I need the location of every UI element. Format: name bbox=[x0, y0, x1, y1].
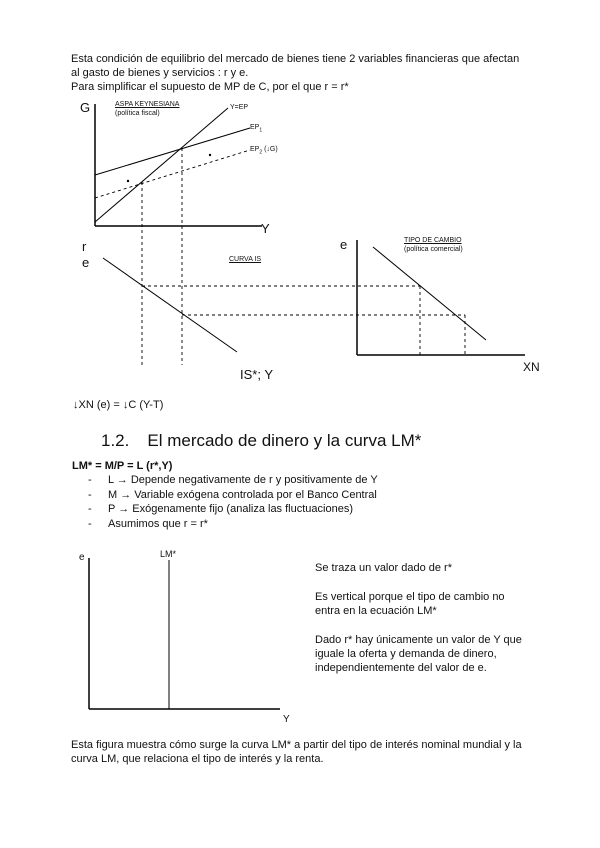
axis-label-y: Y bbox=[261, 221, 270, 236]
note-3-line-1: Dado r* hay únicamente un valor de Y que bbox=[315, 634, 522, 646]
axis-label-e: e bbox=[82, 255, 90, 270]
xn-c-equation: ↓XN (e) = ↓C (Y-T) bbox=[73, 399, 164, 411]
line-y-ep bbox=[95, 108, 228, 222]
curva-is-label: CURVA IS bbox=[229, 256, 262, 263]
list-item: - L → Depende negativamente de r y positivamente de Y bbox=[88, 473, 378, 488]
label-ep1: $EP_1$ bbox=[250, 124, 263, 134]
axis-label-g: G bbox=[80, 100, 91, 115]
list-item: - M → Variable exógena controlada por el Banco Central bbox=[88, 488, 378, 503]
axis-label-r: r bbox=[82, 239, 87, 254]
section-heading bbox=[101, 431, 421, 451]
line-net-exports bbox=[373, 247, 486, 340]
fig2-lm-label: LM* bbox=[160, 549, 177, 559]
label-ep2: $EP_2$ (↓G) bbox=[250, 146, 278, 156]
line-is-curve bbox=[103, 258, 237, 352]
tipo-cambio-subtitle: (política comercial) bbox=[404, 246, 463, 253]
marker-dot bbox=[209, 154, 211, 156]
marker-dot bbox=[127, 180, 129, 182]
intro-line-3: Para simplificar el supuesto de MP de C, por el que r = r* bbox=[71, 81, 349, 93]
closing-line-1: Esta figura muestra cómo surge la curva LM* a partir del tipo de interés nominal mundial y la bbox=[71, 739, 522, 751]
line-ep2 bbox=[95, 150, 250, 198]
lm-bullet-list bbox=[88, 473, 378, 531]
list-item: - P → Exógenamente fijo (analiza las fluctuaciones) bbox=[88, 502, 378, 517]
label-y-ep: Y=EP bbox=[230, 104, 249, 111]
tipo-cambio-title: TIPO DE CAMBIO bbox=[404, 237, 462, 244]
list-item: - Asumimos que r = r* bbox=[88, 517, 378, 532]
aspa-title: ASPA KEYNESIANA bbox=[115, 101, 180, 108]
note-2-line-2: entra en la ecuación LM* bbox=[315, 605, 437, 617]
section-number: 1.2. bbox=[101, 431, 130, 450]
fig2-axis-label-y: Y bbox=[283, 714, 290, 725]
fig2-axis-label-e: e bbox=[79, 552, 85, 563]
note-3-line-3: independientemente del valor de e. bbox=[315, 662, 487, 674]
axis-label-xn: XN bbox=[523, 360, 540, 374]
note-2-line-1: Es vertical porque el tipo de cambio no bbox=[315, 591, 505, 603]
closing-line-2: curva LM, que relaciona el tipo de interés y la renta. bbox=[71, 753, 324, 765]
note-1: Se traza un valor dado de r* bbox=[315, 562, 452, 574]
axis-label-e-right: e bbox=[340, 237, 348, 252]
line-ep1 bbox=[95, 128, 250, 175]
lm-equation: LM* = M/P = L (r*,Y) bbox=[72, 460, 173, 472]
intro-line-2: al gasto de bienes y servicios : r y e. bbox=[71, 67, 249, 79]
intro-line-1: Esta condición de equilibrio del mercado de bienes tiene 2 variables financieras que afectan bbox=[71, 53, 520, 65]
note-3-line-2: iguale la oferta y demanda de dinero, bbox=[315, 648, 497, 660]
aspa-subtitle: (política fiscal) bbox=[115, 110, 160, 117]
axis-label-is-y: IS*; Y bbox=[240, 367, 274, 382]
section-title: El mercado de dinero y la curva LM* bbox=[147, 431, 422, 450]
